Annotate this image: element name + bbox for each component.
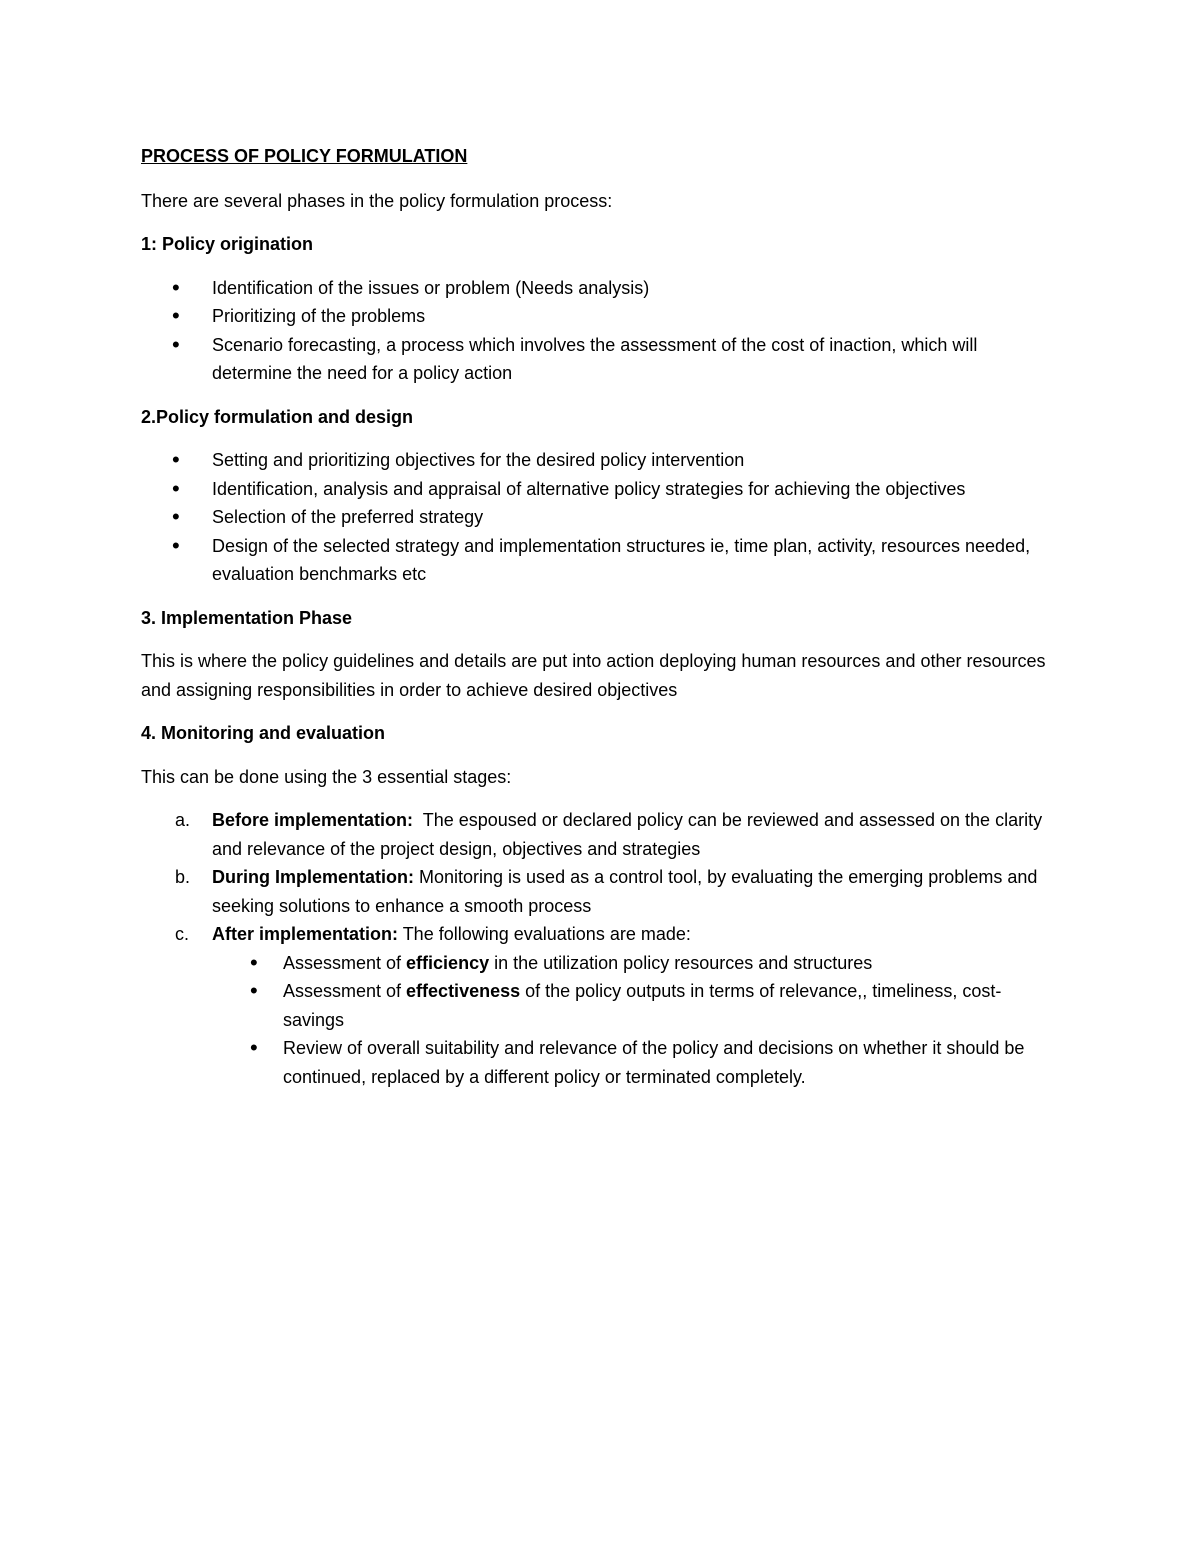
list-item: • Design of the selected strategy and implementation structures ie, time plan, activity, resources needed, evaluation benchmarks etc xyxy=(141,532,1061,589)
sub-text-bold: efficiency xyxy=(406,952,490,973)
implementation-paragraph: This is where the policy guidelines and details are put into action deploying human resources and other resources and assigning responsibilities in order to achieve desired objectives xyxy=(141,651,1046,700)
document-title: PROCESS OF POLICY FORMULATION xyxy=(141,146,468,166)
list-item xyxy=(212,1034,1061,1091)
list-item: • Scenario forecasting, a process which involves the assessment of the cost of inaction, which will determine the need for a policy action xyxy=(141,331,1061,388)
stage-text: The following evaluations are made: xyxy=(398,924,691,944)
stage-text: Monitoring is used as a control tool, by evaluating the emerging problems and seeking solutions to enhance a smooth process xyxy=(212,867,1038,916)
list-item: • Selection of the preferred strategy xyxy=(141,503,1061,532)
section-heading-monitoring: 4. Monitoring and evaluation xyxy=(141,723,386,743)
stage-marker: a. xyxy=(175,810,191,830)
list-item: • Prioritizing of the problems xyxy=(141,302,1061,331)
after-implementation-sublist-wrap xyxy=(141,949,1061,1092)
sub-text-before: Assessment of xyxy=(283,952,407,973)
stage-item-after xyxy=(141,920,1061,949)
stage-label: Before implementation: xyxy=(212,810,414,830)
stage-label: After implementation: xyxy=(212,924,399,944)
policy-origination-list xyxy=(141,274,1061,388)
stage-item-before xyxy=(141,806,1061,863)
list-item xyxy=(212,977,1061,1034)
list-item: • Identification of the issues or problem (Needs analysis) xyxy=(141,274,1061,303)
sub-text-before: Review of overall suitability and relevance of the policy and decisions on whether it should be continued, replaced by a different policy or terminated completely. xyxy=(283,1038,1025,1087)
sub-text-after: of the policy outputs in terms of relevance,, timeliness, cost-savings xyxy=(283,981,1002,1030)
stage-text: The espoused or declared policy can be reviewed and assessed on the clarity and relevance of the project design, objectives and strategies xyxy=(212,810,1048,859)
section-heading-policy-origination: 1: Policy origination xyxy=(141,234,314,254)
after-implementation-sublist xyxy=(212,949,1061,1092)
list-item: • Identification, analysis and appraisal of alternative policy strategies for achieving the objectives xyxy=(141,475,1061,504)
stage-label: During Implementation: xyxy=(212,867,414,887)
section-heading-implementation: 3. Implementation Phase xyxy=(141,607,353,628)
list-item xyxy=(212,949,1061,978)
sub-text-after: in the utilization policy resources and structures xyxy=(489,952,873,973)
list-item: • Setting and prioritizing objectives for the desired policy intervention xyxy=(141,446,1061,475)
section-heading-policy-formulation: 2.Policy formulation and design xyxy=(141,406,414,427)
document-page xyxy=(141,142,1061,1091)
monitoring-paragraph: This can be done using the 3 essential stages: xyxy=(141,766,512,787)
sub-text-before: Assessment of xyxy=(283,981,407,1001)
stages-list xyxy=(141,806,1061,949)
policy-formulation-list xyxy=(141,446,1061,589)
intro-text: There are several phases in the policy formulation process: xyxy=(141,190,613,211)
stage-marker: c. xyxy=(175,924,190,944)
stage-item-during xyxy=(141,863,1061,920)
stage-marker: b. xyxy=(175,867,191,887)
sub-text-bold: effectiveness xyxy=(406,981,521,1001)
